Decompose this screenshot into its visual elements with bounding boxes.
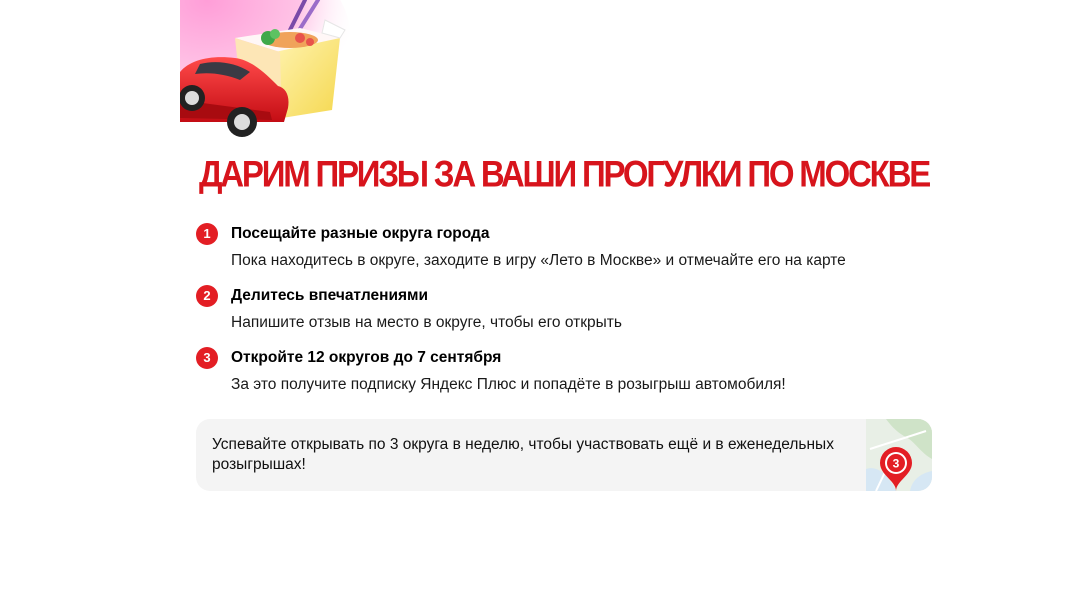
step-number-badge: 2 <box>196 285 218 307</box>
hero-illustration <box>180 0 350 140</box>
step-item <box>196 285 936 347</box>
page-title: ДАРИМ ПРИЗЫ ЗА ВАШИ ПРОГУЛКИ ПО МОСКВЕ <box>198 153 930 195</box>
step-number-badge: 3 <box>196 347 218 369</box>
notice-text: Успевайте открывать по 3 округа в неделю, чтобы участвовать ещё и в еженедельных розыгрышах! <box>212 436 834 473</box>
step-title: Посещайте разные округа города <box>231 225 490 242</box>
step-description: За это получите подписку Яндекс Плюс и попадёте в розыгрыш автомобиля! <box>231 376 786 393</box>
step-title: Делитесь впечатлениями <box>231 287 429 304</box>
step-number-badge: 1 <box>196 223 218 245</box>
map-pin-number: 3 <box>892 456 900 471</box>
step-description: Напишите отзыв на место в округе, чтобы его открыть <box>231 314 622 331</box>
step-title: Откройте 12 округов до 7 сентября <box>231 349 502 366</box>
step-description: Пока находитесь в округе, заходите в игру «Лето в Москве» и отмечайте его на карте <box>231 252 846 269</box>
step-item <box>196 223 936 285</box>
step-item <box>196 347 936 409</box>
steps-list <box>196 223 936 409</box>
weekly-draw-notice <box>196 419 932 491</box>
map-pin-icon <box>866 419 932 491</box>
